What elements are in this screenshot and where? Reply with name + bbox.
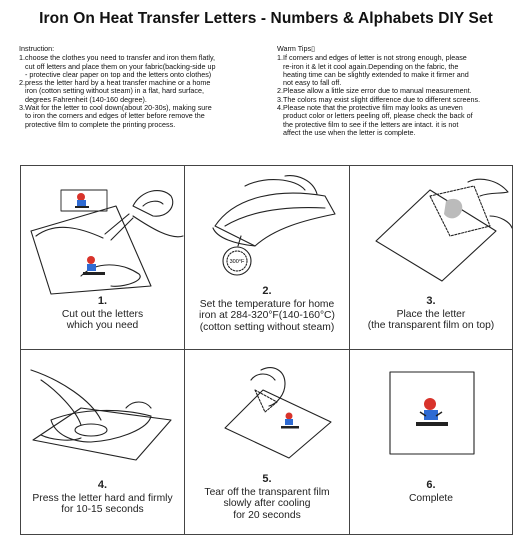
place-film-icon — [350, 166, 514, 296]
step-3-line: (the transparent film on top) — [367, 320, 495, 331]
step-2-line: Set the temperature for home — [199, 298, 335, 310]
step-1-caption — [21, 296, 184, 332]
skateboarder-sticker-icon — [416, 398, 448, 426]
instruction-line: to iron the corners and edges of letter before remove the — [25, 111, 205, 121]
step-6-number: 6. — [426, 479, 436, 491]
step-3-card — [349, 165, 513, 350]
warm-tips-heading: Warm Tips▯ — [277, 44, 316, 53]
step-4-line: Press the letter hard and firmly — [32, 492, 173, 504]
step-6-card — [349, 349, 513, 535]
step-3-line: Place the letter — [396, 308, 466, 320]
step-1-card — [20, 165, 185, 350]
step-5-line: for 20 seconds — [233, 509, 301, 521]
step-2-caption — [185, 286, 349, 333]
scissors-cutting-icon — [21, 166, 186, 296]
instruction-line: - protective clear paper on top and the letters onto clothes) — [25, 69, 212, 79]
dial-temperature-label: 300°F — [229, 259, 245, 265]
step-6-caption — [350, 480, 512, 504]
step-4-card — [20, 349, 185, 535]
step-5-card — [184, 349, 350, 535]
warm-tip-line: 4.Please note that the protective film may looks as uneven — [277, 103, 463, 113]
step-5-line: Tear off the transparent film — [204, 486, 330, 498]
step-5-line: slowly after cooling — [223, 498, 311, 509]
warm-tips-section — [277, 45, 517, 137]
instruction-heading: Instruction: — [19, 44, 55, 53]
step-4-caption — [21, 480, 184, 516]
iron-dial-icon — [185, 166, 351, 296]
iron-press-icon — [21, 350, 186, 480]
instruction-line: 1.choose the clothes you need to transfer and iron them flatly, — [19, 53, 216, 63]
step-4-number: 4. — [97, 479, 108, 491]
warm-tip-line: product color or letters peeling off, please check the back of — [283, 111, 473, 121]
step-6-line: Complete — [408, 492, 454, 504]
instruction-line: 3.Wait for the letter to cool down(about 20-30s), making sure — [19, 103, 212, 113]
warm-tip-line: 1.If corners and edges of letter is not strong enough, please — [277, 53, 467, 63]
warm-tip-line: affect the use when the letter is complete. — [283, 127, 416, 137]
instruction-line: protective film to complete the printing process. — [25, 119, 176, 129]
instruction-section — [19, 45, 269, 129]
peel-film-icon — [185, 350, 351, 480]
step-5-number: 5. — [262, 473, 272, 485]
finished-transfer-icon — [350, 350, 514, 480]
steps-grid — [20, 165, 513, 535]
step-1-number: 1. — [97, 295, 108, 307]
step-3-number: 3. — [426, 295, 436, 307]
instruction-line: cut off letters and place them on your fabric(backing-side up — [25, 61, 216, 71]
step-1-line: Cut out the letters — [61, 308, 144, 320]
warm-tip-line: not easy to fall off. — [283, 78, 342, 88]
warm-tip-line: heating time can be slightly extended to make it firmer and — [283, 69, 469, 79]
instruction-list — [19, 54, 269, 129]
step-4-line: for 10-15 seconds — [61, 504, 144, 515]
instruction-line: iron (cotton setting without steam) in a flat, hard surface, — [25, 86, 204, 96]
step-2-line: (cotton setting without steam) — [199, 321, 335, 333]
page-title: Iron On Heat Transfer Letters - Numbers & Alphabets DIY Set — [39, 10, 493, 27]
step-5-caption — [185, 474, 349, 521]
step-2-line: iron at 284-320°F(140-160°C) — [199, 310, 335, 321]
step-3-caption — [350, 296, 512, 332]
skateboarder-sticker-icon — [75, 193, 89, 208]
warm-tip-line: the protective film to see if the letters are intact. it is not — [283, 119, 459, 129]
step-2-card — [184, 165, 350, 350]
instruction-line: degrees Fahrenheit (140-160 degree). — [25, 94, 147, 104]
instruction-line: 2.press the letter hard by a heat transfer machine or a home — [19, 78, 211, 88]
warm-tip-line: re-iron it & let it cool again.Depending on the fabric, the — [283, 61, 459, 71]
warm-tip-line: 2.Please allow a little size error due to manual measurement. — [277, 86, 472, 96]
step-1-line: which you need — [66, 320, 139, 331]
step-2-number: 2. — [262, 285, 272, 297]
warm-tip-line: 3.The colors may exist slight difference due to different screens. — [277, 94, 481, 104]
warm-tips-list — [277, 54, 517, 137]
